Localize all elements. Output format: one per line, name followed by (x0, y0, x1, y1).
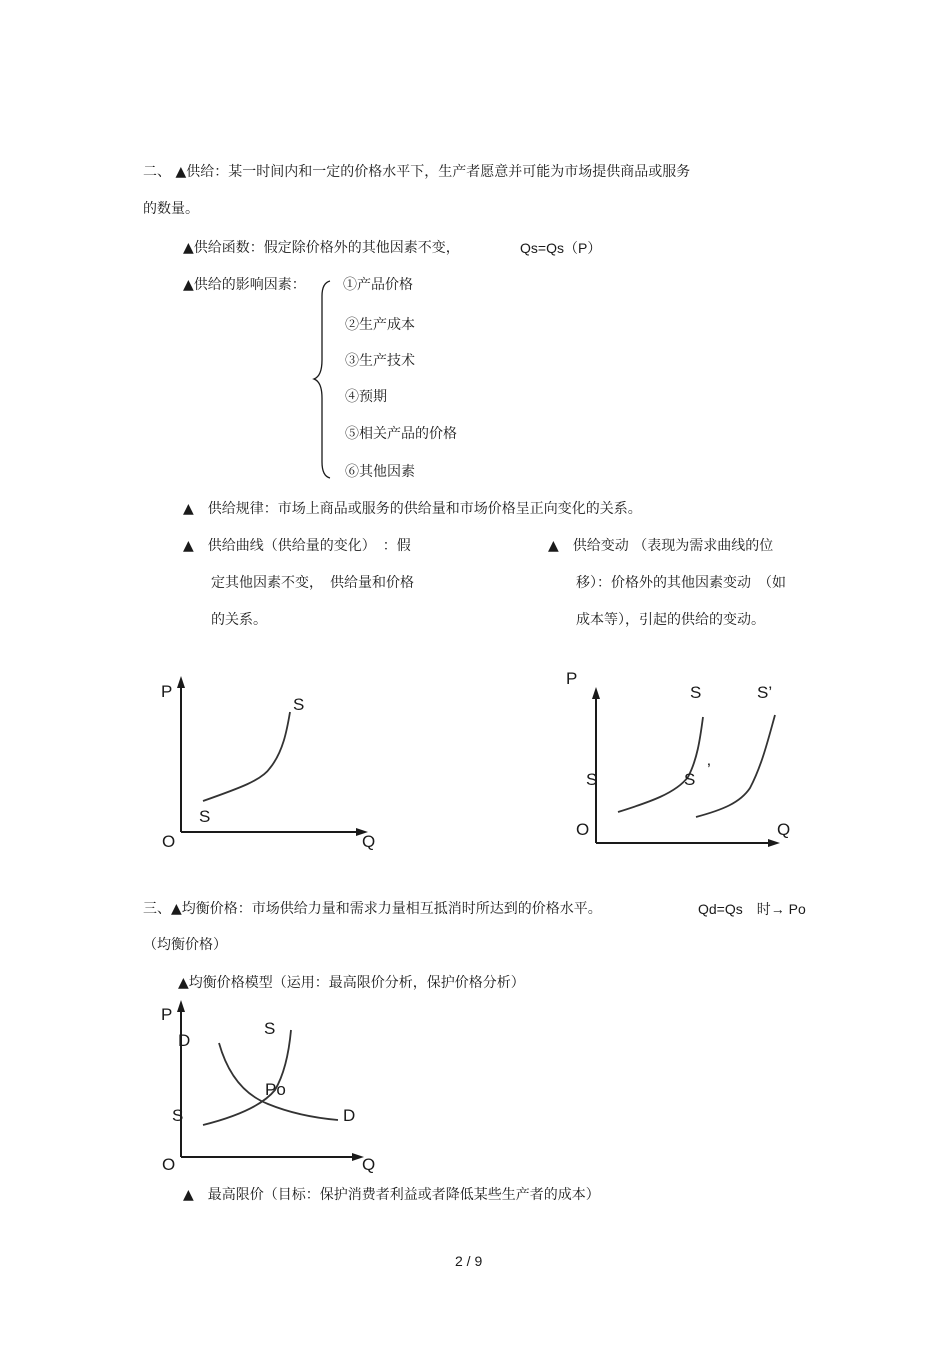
p-axis-arrow (177, 1000, 185, 1012)
supply-shift-text: ▲ 供给变动 （表现为需求曲线的位 (548, 538, 774, 554)
supply-label: S (264, 1019, 276, 1038)
curve-label: S (199, 807, 211, 826)
curve-label: S (293, 695, 305, 714)
p-axis-label: P (161, 1005, 173, 1024)
demand-label: D (343, 1106, 356, 1125)
supply-factors-label: ▲供给的影响因素： (183, 277, 306, 293)
p-axis-label: P (161, 682, 173, 701)
equilibrium-formula: Qd=Qs 时→ Po (698, 901, 806, 917)
supply-curve (203, 1030, 291, 1125)
section3-line2: （均衡价格） (143, 937, 227, 953)
factor-item: ①产品价格 (343, 277, 413, 293)
factor-item: ⑥其他因素 (345, 464, 415, 480)
demand-label: D (178, 1031, 191, 1050)
equilibrium-model-label: ▲均衡价格模型（运用：最高限价分析，保护价格分析） (178, 975, 525, 991)
section2-line2: 的数量。 (143, 201, 199, 217)
price-ceiling-text: ▲ 最高限价（目标：保护消费者利益或者降低某些生产者的成本） (183, 1187, 600, 1203)
equilibrium-price-label: Po (265, 1080, 286, 1099)
supply-function-formula: Qs=Qs（P） (520, 240, 602, 256)
page-number: 2 / 9 (455, 1253, 483, 1269)
curve-label: S (684, 770, 696, 789)
supply-curve-text: ▲ 供给曲线（供给量的变化） ：假 (183, 538, 411, 554)
origin-label: O (162, 1155, 176, 1174)
supply-curve-text: 的关系。 (211, 612, 267, 628)
curve-label: S (586, 770, 598, 789)
supply-label: S (172, 1106, 184, 1125)
factor-item: ③生产技术 (345, 353, 415, 369)
supply-shift-text: 移）：价格外的其他因素变动 （如 (576, 575, 786, 591)
section3-line1: 三、▲均衡价格：市场供给力量和需求力量相互抵消时所达到的价格水平。 (143, 901, 602, 917)
q-axis-label: Q (362, 832, 376, 851)
factor-item: ⑤相关产品的价格 (345, 426, 457, 442)
supply-shift-text: 成本等），引起的供给的变动。 (576, 612, 765, 628)
origin-label: O (162, 832, 176, 851)
curve-label: S’ (757, 683, 773, 702)
supply-law: ▲ 供给规律：市场上商品或服务的供给量和市场价格呈正向变化的关系。 (183, 501, 642, 517)
curve-label: S (690, 683, 702, 702)
q-axis-label: Q (362, 1155, 376, 1174)
p-axis-label: P (566, 669, 578, 688)
origin-label: O (576, 820, 590, 839)
q-axis-label: Q (777, 820, 791, 839)
factor-item: ④预期 (345, 389, 387, 405)
prime-mark: ’ (707, 760, 711, 779)
factor-item: ②生产成本 (345, 317, 415, 333)
section2-line1: 二、 ▲供给：某一时间内和一定的价格水平下，生产者愿意并可能为市场提供商品或服务 (143, 164, 691, 180)
supply-curve-text: 定其他因素不变， 供给量和价格 (211, 575, 414, 591)
supply-function-label: ▲供给函数：假定除价格外的其他因素不变， (183, 240, 460, 256)
